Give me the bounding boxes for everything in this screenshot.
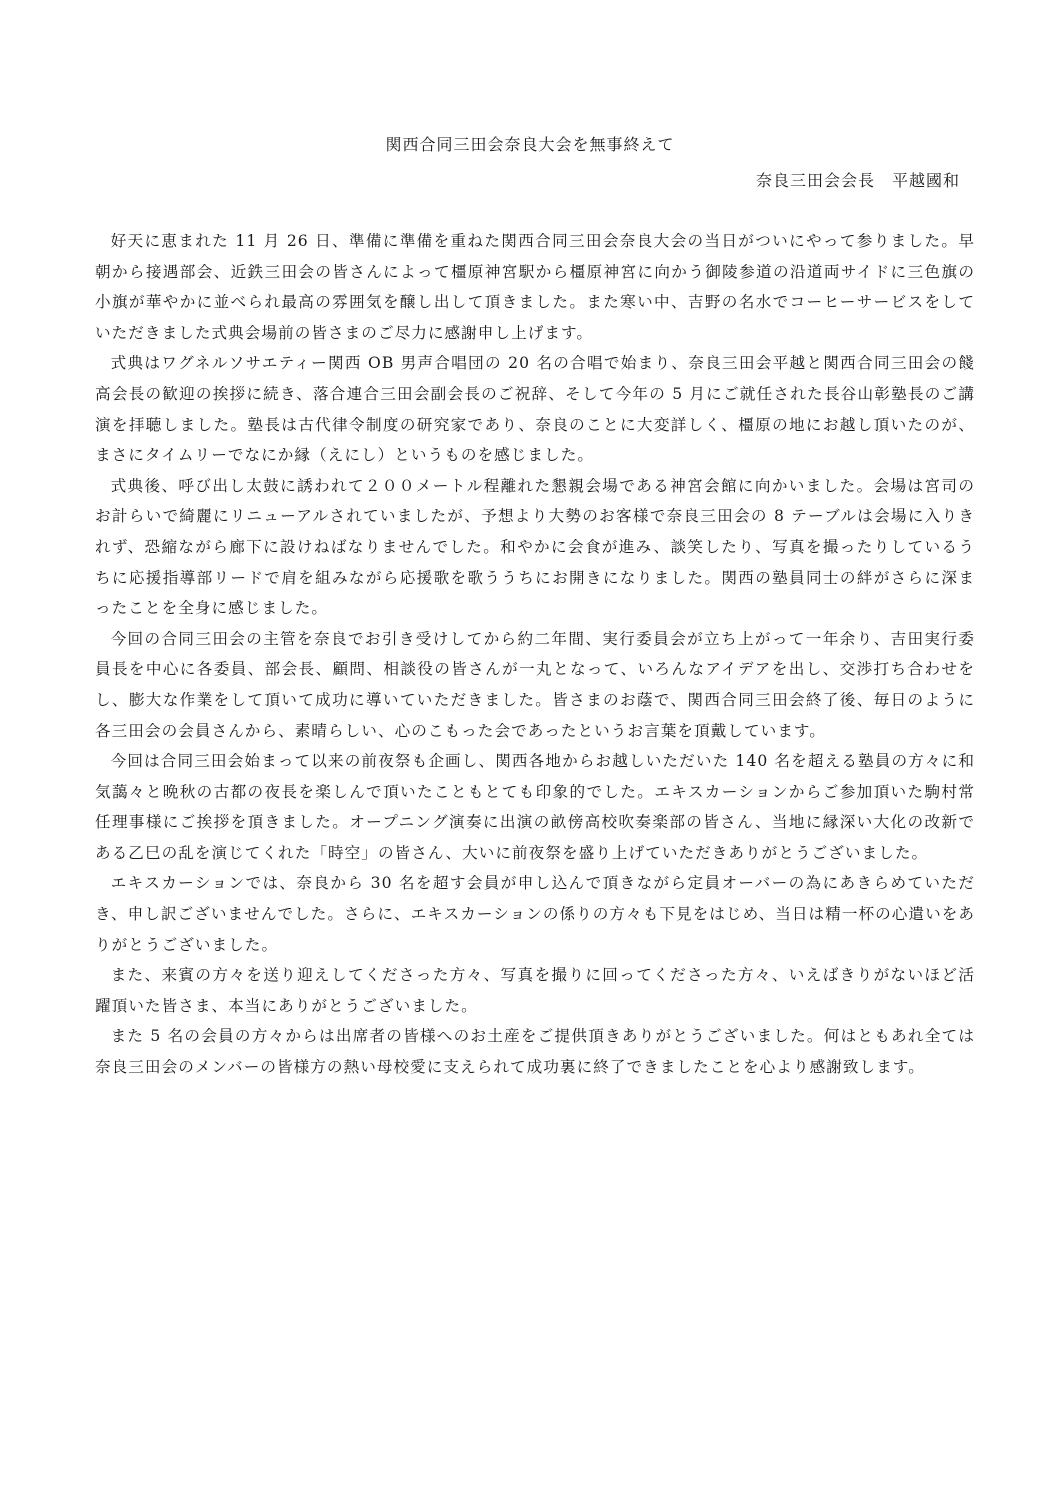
paragraph: また 5 名の会員の方々からは出席者の皆様へのお土産をご提供頂きありがとうございました。何はともあれ全ては奈良三田会のメンバーの皆様方の熱い母校愛に支えられて成功裏に終了できましたことを心より感謝致します。 <box>95 1027 975 1077</box>
paragraph: エキスカーションでは、奈良から 30 名を超す会員が申し込んで頂きながら定員オーバーの為にあきらめていただき、申し訳ございませんでした。さらに、エキスカーションの係りの方々も下見をはじめ、当日は精一杯の心遣いをありがとうございました。 <box>95 874 975 954</box>
paragraph: 式典後、呼び出し太鼓に誘われて２００メートル程離れた懇親会場である神宮会館に向かいました。会場は宮司のお計らいで綺麗にリニューアルされていましたが、予想より大勢のお客様で奈良三田会の 8 テーブルは会場に入りきれず、恐縮ながら廊下に設けねばなりませんでした。和やかに会食が進み、談笑したり、写真を撮ったりしているうちに応援指導部リードで肩を組みながら応援歌を歌ううちにお開きになりました。関西の塾員同士の絆がさらに深まったことを全身に感じました。 <box>95 476 975 618</box>
paragraph: また、来賓の方々を送り迎えしてくださった方々、写真を撮りに回ってくださった方々、いえばきりがないほど活躍頂いた皆さま、本当にありがとうございました。 <box>95 966 975 1015</box>
paragraph: 好天に恵まれた 11 月 26 日、準備に準備を重ねた関西合同三田会奈良大会の当日がついにやって参りました。早朝から接遇部会、近鉄三田会の皆さんによって橿原神宮駅から橿原神宮に向かう御陵参道の沿道両サイドに三色旗の小旗が華やかに並べられ最高の雰囲気を醸し出して頂きました。また寒い中、吉野の名水でコーヒーサービスをしていただきました式典会場前の皆さまのご尽力に感謝申し上げます。 <box>95 232 975 342</box>
author-line: 奈良三田会会長 平越國和 <box>755 171 960 190</box>
paragraph: 今回は合同三田会始まって以来の前夜祭も企画し、関西各地からお越しいただいた 140 名を超える塾員の方々に和気藹々と晩秋の古都の夜長を楽しんで頂いたこともとても印象的でした。エキスカーションからご参加頂いた駒村常任理事様にご挨拶を頂きました。オープニング演奏に出演の畝傍高校吹奏楽部の皆さん、当地に縁深い大化の改新である乙巳の乱を演じてくれた「時空」の皆さん、大いに前夜祭を盛り上げていただきありがとうございました。 <box>95 752 975 862</box>
paragraph: 今回の合同三田会の主管を奈良でお引き受けしてから約二年間、実行委員会が立ち上がって一年余り、吉田実行委員長を中心に各委員、部会長、顧問、相談役の皆さんが一丸となって、いろんなアイデアを出し、交渉打ち合わせをし、膨大な作業をして頂いて成功に導いていただきました。皆さまのお蔭で、関西合同三田会終了後、毎日のように各三田会の会員さんから、素晴らしい、心のこもった会であったというお言葉を頂戴しています。 <box>95 629 975 740</box>
paragraph: 式典はワグネルソサエティー関西 OB 男声合唱団の 20 名の合唱で始まり、奈良三田会平越と関西合同三田会の餞高会長の歓迎の挨拶に続き、落合連合三田会副会長のご祝辞、そして今年の 5 月にご就任された長谷山彰塾長のご講演を拝聴しました。塾長は古代律令制度の研究家であり、奈良のことに大変詳しく、橿原の地にお越し頂いたのが、まさにタイムリーでなにか縁（えにし）というものを感じました。 <box>95 354 975 465</box>
document-body <box>95 226 975 1083</box>
document-title: 関西合同三田会奈良大会を無事終えて <box>385 135 675 154</box>
